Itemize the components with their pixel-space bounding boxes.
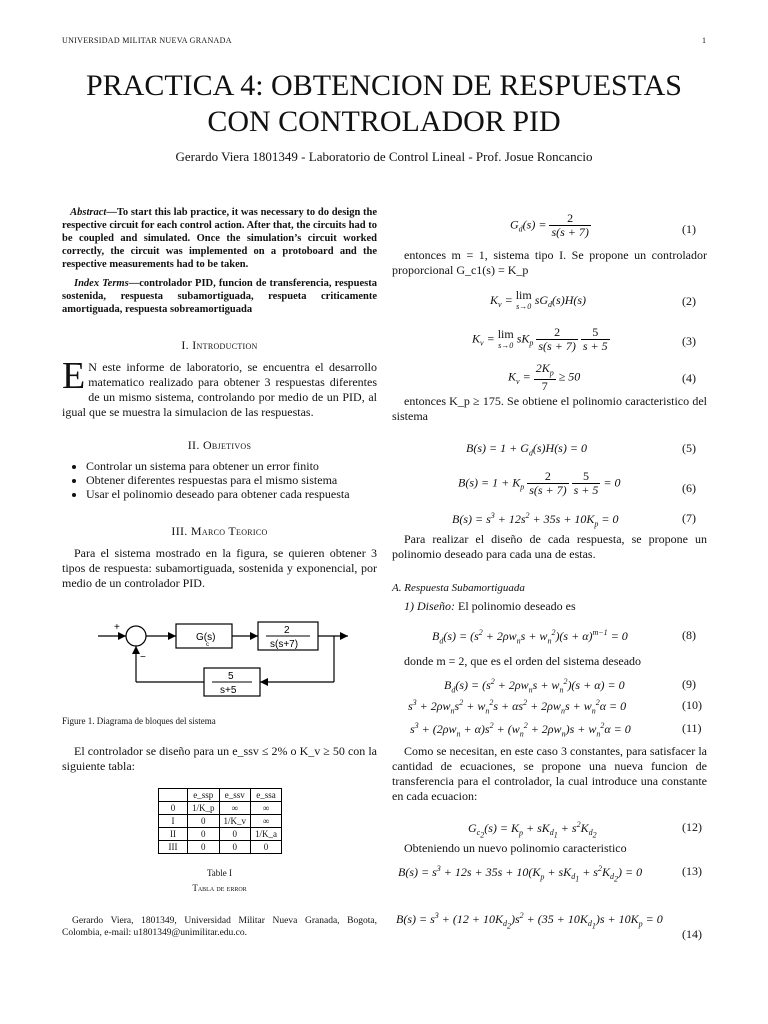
section-title: Objetivos xyxy=(202,438,252,452)
equation-4: $K_v$ = $\frac{2K_p}{7}$ ≥ 50 xyxy=(508,361,581,394)
section-heading-marco-teorico xyxy=(62,524,377,539)
index-terms-label: Index Terms xyxy=(74,278,129,289)
equation-12: $G_{c_2}(s) = K_p + sK_{d_1} + s^2K_{d_2}$ xyxy=(468,820,597,840)
equation-2: $K_v = \lim$ s→0 $sG_d(s)H(s)$ xyxy=(490,288,587,311)
author-line: Gerardo Viera 1801349 - Laboratorio de Control Lineal - Prof. Josue Roncancio xyxy=(175,149,593,164)
table-cell: 0 xyxy=(159,802,188,815)
table-cell: e_ssp xyxy=(188,789,220,802)
subsection-heading: A. Respuesta Subamortiguada xyxy=(392,582,525,594)
section-title: Marco Teorico xyxy=(190,524,268,538)
running-head: UNIVERSIDAD MILITAR NUEVA GRANADA xyxy=(62,36,232,45)
arrow-head xyxy=(340,632,348,640)
abstract xyxy=(62,206,377,271)
equation-number: (2) xyxy=(682,294,696,308)
design-label: 1) Diseño: xyxy=(404,599,455,613)
table-cell: e_ssa xyxy=(251,789,282,802)
arrow-head xyxy=(118,632,126,640)
table-cell: 1/K_p xyxy=(188,802,220,815)
paragraph-after-eq7: Para realizar el diseño de cada respuesta, se propone un polinomio deseado para cada una de estas. xyxy=(392,532,707,561)
equation-number: (5) xyxy=(682,441,696,455)
figure-caption: Figure 1. Diagrama de bloques del sistema xyxy=(62,716,216,726)
list-item: • Obtener diferentes respuestas para el mismo sistema xyxy=(86,473,377,487)
equation-6: $B(s) = 1 + K_p$ $\frac{2}{s(s + 7)}$ $\frac{5}{s + 5}$ = 0 xyxy=(458,469,621,497)
controller-paragraph: El controlador se diseño para un e_ssv ≤ 2% o K_v ≥ 50 con la siguiente tabla: xyxy=(62,744,377,773)
table-cell: e_ssv xyxy=(219,789,251,802)
block-diagram xyxy=(92,612,352,704)
equation-number: (4) xyxy=(682,371,696,385)
equation-number: (13) xyxy=(682,864,702,878)
equation-11: $s^3 + (2\rho w_n + \alpha)s^2 + (w_n^2 + 2\rho w_n)s + w_n^2\alpha = 0$ xyxy=(410,721,631,739)
table-cell: 0 xyxy=(188,828,220,841)
paragraph-after-eq12: Obteniendo un nuevo polinomio caracteristico xyxy=(404,841,627,855)
table-cell xyxy=(159,789,188,802)
arrow-head xyxy=(260,678,268,686)
plant-denominator: s(s+7) xyxy=(270,639,299,650)
table-cell: ∞ xyxy=(251,815,282,828)
plus-sign: + xyxy=(114,622,120,633)
table-cell: II xyxy=(159,828,188,841)
section-number: III. xyxy=(171,524,191,538)
paragraph-after-eq8: donde m = 2, que es el orden del sistema deseado xyxy=(404,654,642,668)
table-cell: 0 xyxy=(251,841,282,854)
equation-number: (3) xyxy=(682,334,696,348)
table-row xyxy=(159,841,282,854)
table-cell: ∞ xyxy=(251,802,282,815)
equation-14: $B(s) = s^3 + (12 + 10K_{d_2})s^2 + (35 + 10K_{d_1})s + 10K_p = 0$ xyxy=(396,911,663,931)
table-cell: 0 xyxy=(188,815,220,828)
abstract-text: —To start this lab practice, it was necessary to do design the respective circuit for each control action. After that, the circuits had to be coupled and simulated. Once the simulation’s circuit worked correctly, the circuit was implemented on a protoboard and the respective measurements had to be taken. xyxy=(62,207,378,270)
feedback-denominator: s+5 xyxy=(220,685,237,696)
equation-number: (8) xyxy=(682,628,696,642)
table-row xyxy=(159,828,282,841)
feedback-numerator: 5 xyxy=(228,671,234,682)
table-cell: 0 xyxy=(188,841,220,854)
equation-number: (10) xyxy=(682,698,702,712)
plant-numerator: 2 xyxy=(284,625,290,636)
table-cell: ∞ xyxy=(219,802,251,815)
equation-number: (12) xyxy=(682,820,702,834)
table-cell: 0 xyxy=(219,828,251,841)
table-row xyxy=(159,802,282,815)
equation-9: $B_d(s) = (s^2 + 2\rho w_ns + w_n^2)(s + \alpha) = 0$ xyxy=(444,677,625,695)
drop-cap: E xyxy=(62,355,86,397)
equation-number: (1) xyxy=(682,222,696,236)
table-cell: III xyxy=(159,841,188,854)
table-header-row xyxy=(159,789,282,802)
arrow-head xyxy=(132,646,140,654)
table-row xyxy=(159,815,282,828)
equation-3: $K_v = \lim$ s→0 $sK_p$ $\frac{2}{s(s + 7)}$ $\frac{5}{s + 5}$ xyxy=(472,325,608,353)
arrow-head xyxy=(168,632,176,640)
title-line-2: CON CONTROLADOR PID xyxy=(207,105,561,138)
summing-junction xyxy=(126,626,146,646)
error-table xyxy=(158,788,282,854)
equation-10: $s^3 + 2\rho w_ns^2 + w_n^2s + \alpha s^2 + 2\rho w_ns + w_n^2\alpha = 0$ xyxy=(408,698,627,716)
table-caption-title: Tabla de error xyxy=(192,883,247,893)
table-cell: 1/K_v xyxy=(219,815,251,828)
table-cell: 0 xyxy=(219,841,251,854)
design-text: El polinomio deseado es xyxy=(458,599,576,613)
page-number: 1 xyxy=(702,36,706,45)
objetivos-list xyxy=(62,459,377,501)
paragraph-after-eq1: entonces m = 1, sistema tipo I. Se propone un controlador proporcional G_c1(s) = K_p xyxy=(392,248,707,277)
table-caption xyxy=(62,866,377,896)
equation-5: $B(s) = 1 + G_d(s)H(s) = 0$ xyxy=(466,441,587,458)
equation-number: (6) xyxy=(682,481,696,495)
equation-7: $B(s) = s^3 + 12s^2 + 35s + 10K_p = 0$ xyxy=(452,511,619,529)
list-item: • Usar el polinomio deseado para obtener cada respuesta xyxy=(86,487,377,501)
error-table-wrap xyxy=(158,788,282,854)
section-title: Introduction xyxy=(192,338,258,352)
table-cell: 1/K_a xyxy=(251,828,282,841)
table-cell: I xyxy=(159,815,188,828)
section-heading-objetivos xyxy=(62,438,377,453)
controller-subscript: c xyxy=(206,642,209,648)
intro-paragraph xyxy=(62,355,377,420)
equation-13: $B(s) = s^3 + 12s + 35s + 10(K_p + sK_{d_1} + s^2K_{d_2}) = 0$ xyxy=(398,864,643,884)
index-terms-text: —controlador PID, funcion de transferencia, respuesta sostenida, respuesta subamortiguada, respueta criticamente amortiguada, respuesta sobreamortiguada xyxy=(62,278,377,315)
equation-number: (7) xyxy=(682,511,696,525)
intro-text: N este informe de laboratorio, se encuentra el desarrollo matematico realizado para obtener 3 respuestas diferentes de un mismo sistema, controlando por medio de un PID, al igual que se muestra la simulacion de las respuestas. xyxy=(62,360,377,419)
paper-title xyxy=(0,68,768,140)
footnote: Gerardo Viera, 1801349, Universidad Militar Nueva Granada, Bogota, Colombia, e-mail: u1801349@unimilitar.edu.co. xyxy=(62,916,377,938)
equation-number: (9) xyxy=(682,677,696,691)
marco-paragraph: Para el sistema mostrado en la figura, se quieren obtener 3 tipos de respuesta: subamortiguada, sostenida y exponencial, por medio de un controlador PID. xyxy=(62,546,377,590)
section-number: I. xyxy=(181,338,193,352)
paragraph-after-eq4: entonces K_p ≥ 175. Se obtiene el polinomio caracteristico del sistema xyxy=(392,394,707,423)
equation-1: $G_d(s)$ = $\frac{2}{s(s + 7)}$ xyxy=(510,211,589,239)
equation-8: $B_d(s) = (s^2 + 2\rho w_ns + w_n^2)(s + \alpha)^{m-1} = 0$ xyxy=(432,628,628,646)
list-item: • Controlar un sistema para obtener un error finito xyxy=(86,459,377,473)
arrow-head xyxy=(250,632,258,640)
controller-label: G(s) xyxy=(196,632,216,643)
paragraph-after-eq11: Como se necesitan, en este caso 3 constantes, para satisfacer la cantidad de ecuaciones, se propone una nueva funcion de transferencia para el controlador, la cual introduce una constante en cada ecuacion: xyxy=(392,744,707,803)
section-number: II. xyxy=(187,438,203,452)
section-heading-introduction xyxy=(62,338,377,353)
title-line-1: PRACTICA 4: OBTENCION DE RESPUESTAS xyxy=(85,69,682,102)
equation-number: (11) xyxy=(682,721,702,735)
minus-sign: − xyxy=(140,652,146,663)
index-terms xyxy=(62,277,377,316)
equation-number: (14) xyxy=(682,927,702,941)
design-paragraph xyxy=(392,599,707,614)
abstract-label: Abstract xyxy=(70,207,107,218)
table-caption-number: Table I xyxy=(206,868,233,878)
